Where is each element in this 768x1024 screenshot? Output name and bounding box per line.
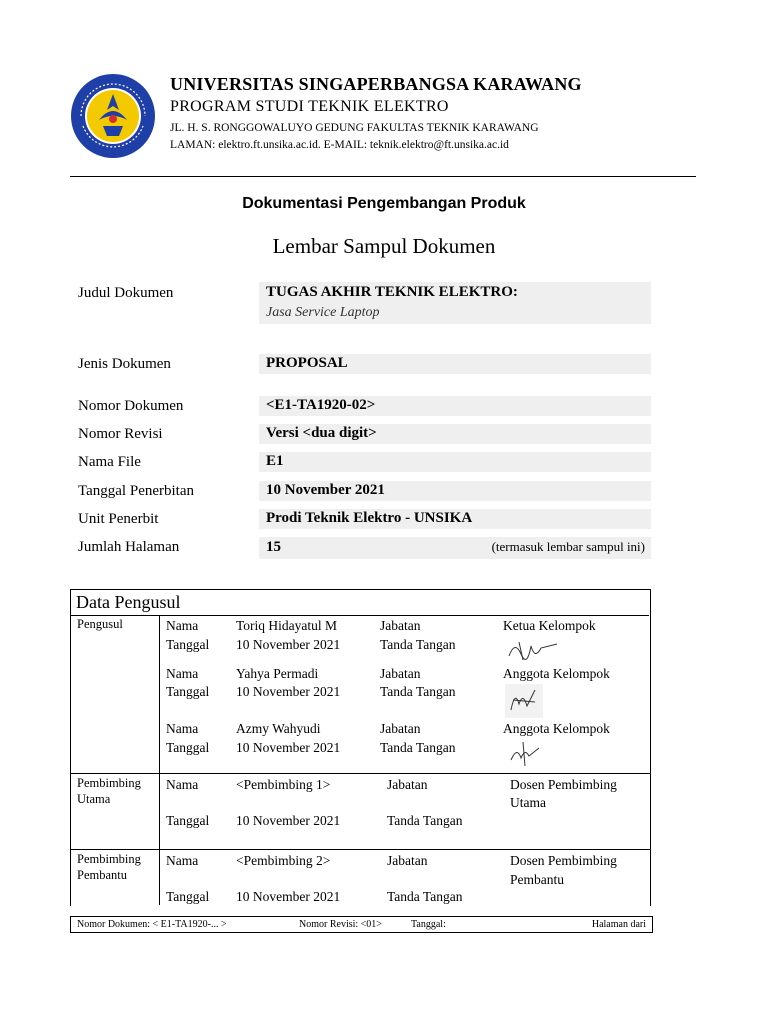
- row-divider: [70, 849, 651, 850]
- nama-label: Nama: [166, 618, 199, 633]
- jabatan-label: Jabatan: [387, 777, 428, 792]
- footer-nomor: Nomor Dokumen: < E1-TA1920-... >: [77, 919, 227, 930]
- file-box: [259, 452, 651, 472]
- revisi-label: Nomor Revisi: [78, 426, 163, 442]
- file-label: Nama File: [78, 454, 141, 470]
- tanda-tangan-label: Tanda Tangan: [387, 889, 463, 904]
- signature-image: [505, 636, 553, 664]
- pembimbing2-date: 10 November 2021: [236, 889, 341, 904]
- nama-label: Nama: [166, 721, 199, 736]
- member-role: Ketua Kelompok: [503, 618, 596, 633]
- nama-label: Nama: [166, 853, 199, 868]
- unit-label: Unit Penerbit: [78, 511, 159, 527]
- unit-value: Prodi Teknik Elektro - UNSIKA: [266, 510, 473, 526]
- data-pengusul-heading: [70, 589, 649, 616]
- footer-halaman: Halaman dari: [591, 919, 646, 930]
- tanda-tangan-label: Tanda Tangan: [380, 740, 456, 755]
- pembimbing2-role-2: Pembantu: [510, 872, 564, 887]
- tanggal-label: Tanggal: [166, 637, 210, 652]
- judul-value: TUGAS AKHIR TEKNIK ELEKTRO:: [266, 284, 518, 300]
- member-date: 10 November 2021: [236, 637, 341, 652]
- signature-image: [505, 738, 547, 770]
- member-date: 10 November 2021: [236, 684, 341, 699]
- nomor-value: <E1-TA1920-02>: [266, 397, 376, 413]
- judul-label: Judul Dokumen: [78, 285, 174, 301]
- jabatan-label: Jabatan: [387, 853, 428, 868]
- member-name: Toriq Hidayatul M: [236, 618, 338, 633]
- section-pembimbing-utama-2: Utama: [77, 792, 111, 806]
- nama-label: Nama: [166, 777, 199, 792]
- address: JL. H. S. RONGGOWALUYO GEDUNG FAKULTAS TEKNIK KARAWANG: [170, 122, 539, 134]
- nomor-label: Nomor Dokumen: [78, 398, 184, 414]
- jabatan-label: Jabatan: [380, 666, 421, 681]
- tanggal-value: 10 November 2021: [266, 482, 385, 498]
- cover-title: Lembar Sampul Dokumen: [272, 234, 496, 258]
- university-name: UNIVERSITAS SINGAPERBANGSA KARAWANG: [170, 74, 582, 94]
- member-role: Anggota Kelompok: [503, 721, 610, 736]
- tanda-tangan-label: Tanda Tangan: [387, 813, 463, 828]
- footer-tanggal: Tanggal:: [411, 919, 446, 930]
- nama-label: Nama: [166, 666, 199, 681]
- page-footer: [70, 916, 653, 933]
- program-name: PROGRAM STUDI TEKNIK ELEKTRO: [170, 98, 449, 115]
- tanggal-label: Tanggal: [166, 889, 210, 904]
- tanda-tangan-label: Tanda Tangan: [380, 637, 456, 652]
- section-pembimbing-pembantu: Pembimbing: [77, 852, 141, 866]
- jabatan-label: Jabatan: [380, 618, 421, 633]
- jenis-label: Jenis Dokumen: [78, 356, 171, 372]
- pembimbing1-role-2: Utama: [510, 795, 546, 810]
- tanggal-label: Tanggal: [166, 740, 210, 755]
- pembimbing1-date: 10 November 2021: [236, 813, 341, 828]
- member-role: Anggota Kelompok: [503, 666, 610, 681]
- tanggal-label: Tanggal: [166, 813, 210, 828]
- column-divider: [159, 615, 160, 905]
- judul-subtitle: Jasa Service Laptop: [266, 305, 380, 320]
- header-divider: [70, 176, 696, 177]
- university-logo-icon: [69, 72, 157, 160]
- halaman-value: 15: [266, 539, 281, 555]
- document-title: Dokumentasi Pengembangan Produk: [242, 195, 526, 212]
- file-value: E1: [266, 453, 284, 469]
- tanggal-label: Tanggal: [166, 684, 210, 699]
- section-pembimbing-utama: Pembimbing: [77, 776, 141, 790]
- pembimbing1-name: <Pembimbing 1>: [236, 777, 331, 792]
- tanda-tangan-label: Tanda Tangan: [380, 684, 456, 699]
- contact-info: LAMAN: elektro.ft.unsika.ac.id. E-MAIL: teknik.elektro@ft.unsika.ac.id: [170, 139, 509, 151]
- pembimbing1-role: Dosen Pembimbing: [510, 777, 617, 792]
- member-date: 10 November 2021: [236, 740, 341, 755]
- jenis-value: PROPOSAL: [266, 355, 348, 371]
- footer-revisi: Nomor Revisi: <01>: [299, 919, 382, 930]
- tanggal-label: Tanggal Penerbitan: [78, 483, 194, 499]
- member-name: Yahya Permadi: [236, 666, 319, 681]
- halaman-label: Jumlah Halaman: [78, 539, 180, 555]
- data-pengusul-title: Data Pengusul: [76, 592, 181, 612]
- halaman-note: (termasuk lembar sampul ini): [491, 539, 645, 554]
- pembimbing2-role: Dosen Pembimbing: [510, 853, 617, 868]
- member-name: Azmy Wahyudi: [236, 721, 321, 736]
- jabatan-label: Jabatan: [380, 721, 421, 736]
- signature-image: [505, 684, 543, 718]
- section-pengusul: Pengusul: [77, 617, 123, 631]
- section-pembimbing-pembantu-2: Pembantu: [77, 868, 127, 882]
- pembimbing2-name: <Pembimbing 2>: [236, 853, 331, 868]
- revisi-value: Versi <dua digit>: [266, 425, 377, 441]
- row-divider: [70, 773, 651, 774]
